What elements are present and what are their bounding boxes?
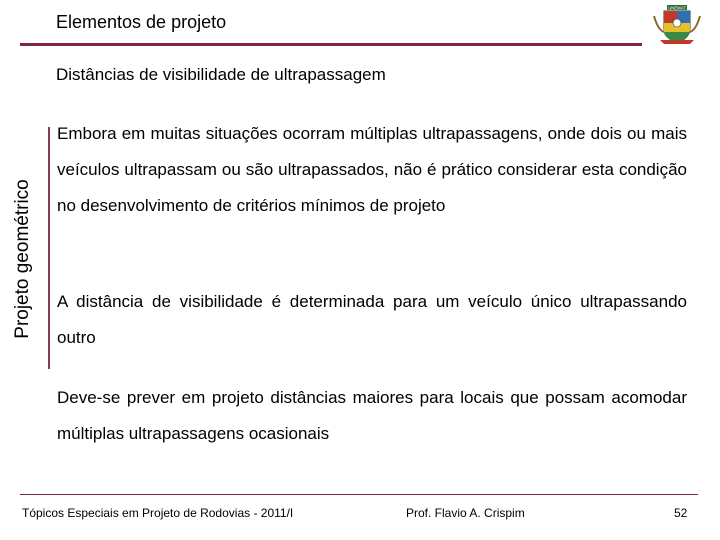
paragraph-3: Deve-se prever em projeto distâncias maiores para locais que possam acomodar múltiplas ultrapassagens ocasionais [57,388,687,443]
header-divider [20,43,642,46]
footer-author: Prof. Flavio A. Crispim [406,506,525,520]
footer-course: Tópicos Especiais em Projeto de Rodovias - 2011/I [22,506,294,520]
vertical-divider [48,127,50,369]
section-title: Distâncias de visibilidade de ultrapassagem [56,65,386,84]
paragraph-2: A distância de visibilidade é determinada para um veículo único ultrapassando outro [57,292,687,347]
paragraph-1: Embora em muitas situações ocorram múltiplas ultrapassagens, onde dois ou mais veículos ultrapassam ou são ultrapassados, não é prático considerar esta condição no desenvolvimento de critérios mínimos de projeto [57,124,687,215]
svg-text:UNEMAT: UNEMAT [668,5,686,11]
footer-divider [20,494,698,495]
page-header-title: Elementos de projeto [56,12,227,32]
footer-page-number: 52 [674,506,688,520]
vertical-section-label: Projeto geométrico [12,179,33,339]
university-crest-icon [650,2,704,46]
